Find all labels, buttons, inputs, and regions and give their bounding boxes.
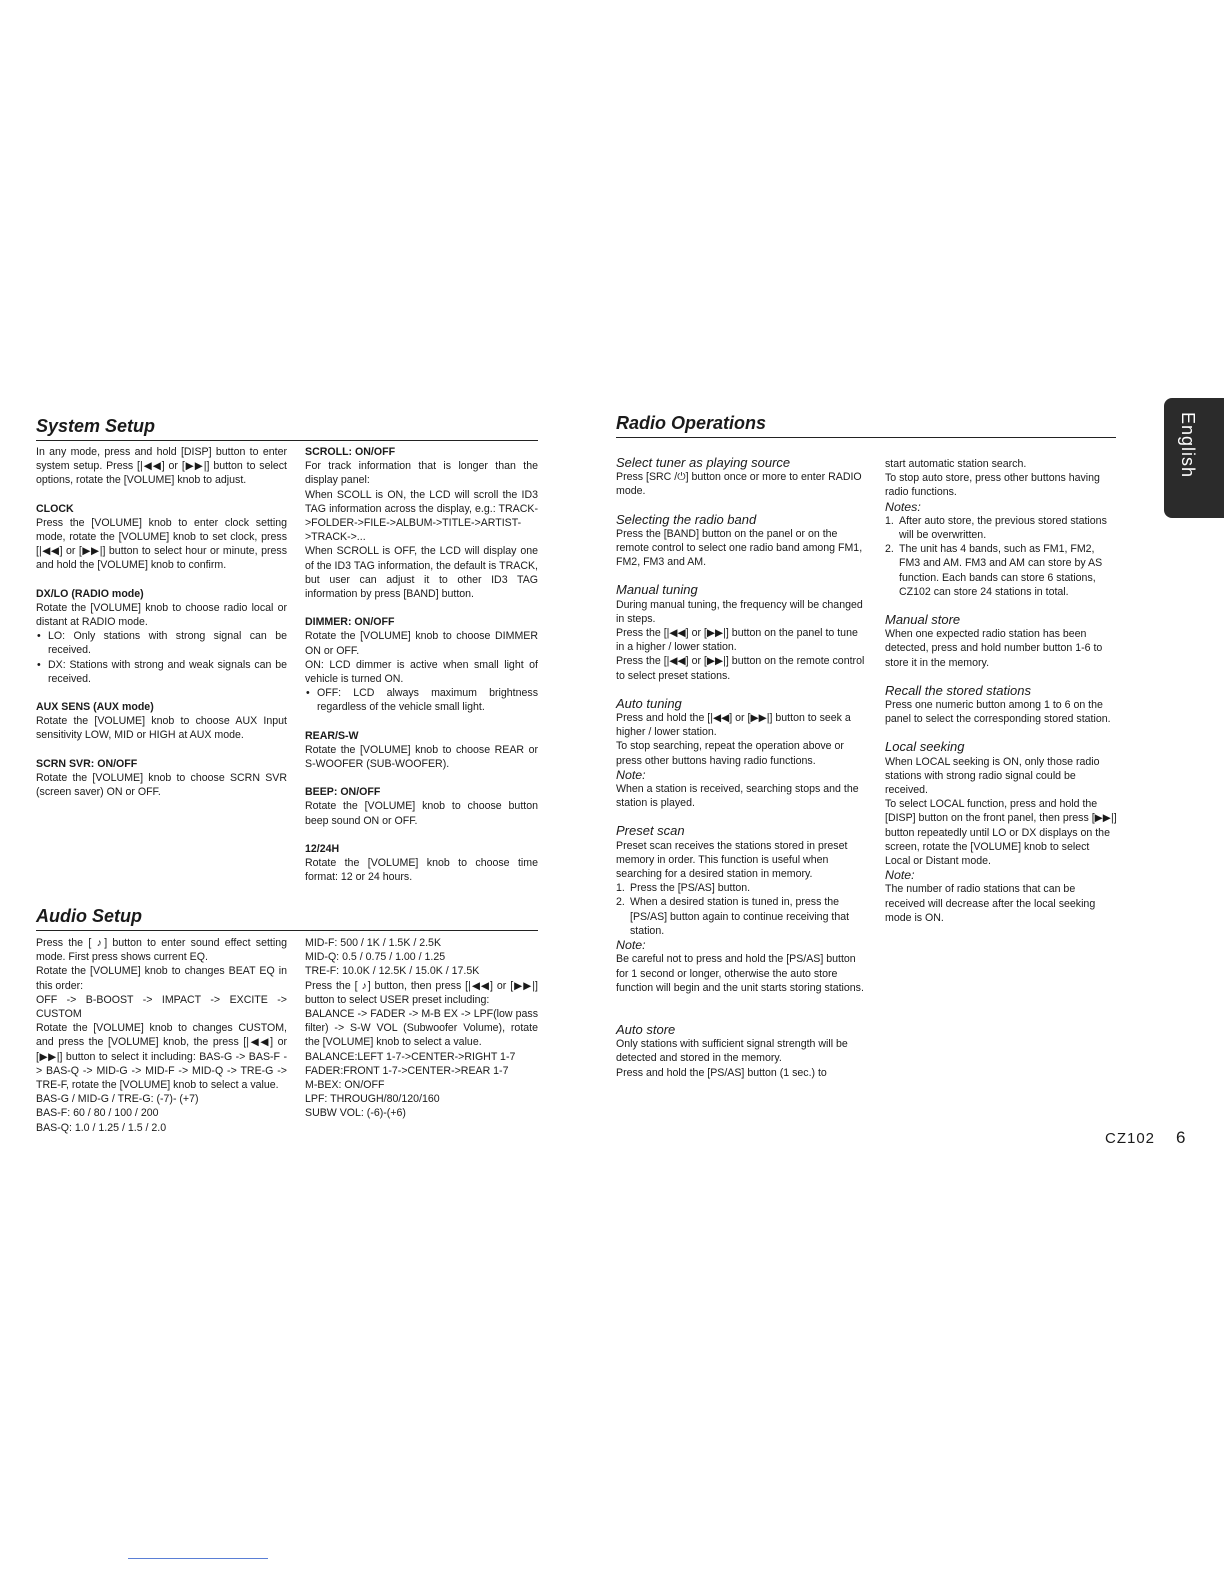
system-setup-col2 <box>305 445 538 884</box>
beep-title: BEEP: ON/OFF <box>305 786 381 799</box>
auto-tuning-text-2: To stop searching, repeat the operation above or press other buttons having radio functions. <box>616 740 844 767</box>
preset-note-label: Note: <box>616 938 646 953</box>
rear-title: REAR/S-W <box>305 729 359 742</box>
audio-line: TRE-F: 10.0K / 12.5K / 15.0K / 17.5K <box>305 965 480 978</box>
audio-line: MID-F: 500 / 1K / 1.5K / 2.5K <box>305 937 442 949</box>
audio-setup-col2 <box>305 936 538 1121</box>
audio-line: FADER:FRONT 1-7->CENTER->REAR 1-7 <box>305 1064 509 1077</box>
audio-line: BAS-F: 60 / 80 / 100 / 200 <box>36 1107 159 1120</box>
scrn-text: Rotate the [VOLUME] knob to choose SCRN SVR (screen saver) ON or OFF. <box>36 771 287 799</box>
radio-operations-title: Radio Operations <box>616 413 1116 438</box>
manual-tuning-text-1: During manual tuning, the frequency will be changed in steps. <box>616 598 863 625</box>
scrn-title: SCRN SVR: ON/OFF <box>36 757 138 770</box>
model-label: CZ102 <box>1105 1130 1156 1147</box>
dxlo-item-dx: • DX: Stations with strong and weak signals can be received. <box>48 658 287 686</box>
auto-tuning-text-1: Press and hold the [|◀◀] or [▶▶|] button to seek a higher / lower station. <box>616 712 851 739</box>
audio-line: BAS-G / MID-G / TRE-G: (-7)- (+7) <box>36 1093 199 1106</box>
system-setup-col1 <box>36 445 287 799</box>
auto-tuning-note-label: Note: <box>616 767 646 782</box>
auto-store-cont: start automatic station search. <box>885 458 1027 470</box>
band-text: Press the [BAND] button on the panel or on the remote control to select one radio band among FM1, FM2, FM3 and AM. <box>616 527 863 569</box>
dxlo-title: DX/LO (RADIO mode) <box>36 587 144 600</box>
audio-setup-title: Audio Setup <box>36 906 538 931</box>
page-number: 6 <box>1176 1128 1186 1147</box>
dxlo-text: Rotate the [VOLUME] knob to choose radio local or distant at RADIO mode. <box>36 601 287 629</box>
audio-line: Press the [ ♪] button to enter sound effect setting mode. First press shows current EQ. <box>36 937 287 964</box>
dimmer-text: Rotate the [VOLUME] knob to choose DIMMER ON or OFF. <box>305 630 538 657</box>
audio-line: MID-Q: 0.5 / 0.75 / 1.00 / 1.25 <box>305 951 446 964</box>
manual-store-text: When one expected radio station has been detected, press and hold number button 1-6 to store it in the memory. <box>885 628 1103 669</box>
local-seeking-text-1: When LOCAL seeking is ON, only those radio stations with strong radio signal could be received. <box>885 755 1100 797</box>
select-tuner-title: Select tuner as playing source <box>616 455 791 470</box>
auto-store-text-1: Only stations with sufficient signal strength will be detected and stored in the memory. <box>616 1038 848 1065</box>
auto-tuning-note: When a station is received, searching stops and the station is played. <box>616 783 859 810</box>
scroll-title: SCROLL: ON/OFF <box>305 446 396 458</box>
preset-note: Be careful not to press and hold the [PS/AS] button for 1 second or longer, otherwise the auto store function will begin and the unit starts storing stations. <box>616 953 864 994</box>
manual-tuning-text-3: Press the [|◀◀] or [▶▶|] button on the remote control to select preset stations. <box>616 655 865 682</box>
recall-title: Recall the stored stations <box>885 682 1031 698</box>
audio-line: OFF -> B-BOOST -> IMPACT -> EXCITE -> CUSTOM <box>36 993 287 1021</box>
scroll-text-1: For track information that is longer than the display panel: <box>305 460 538 487</box>
select-tuner-text: Press [SRC /⏻] button once or more to enter RADIO mode. <box>616 471 862 498</box>
beep-text: Rotate the [VOLUME] knob to choose button beep sound ON or OFF. <box>305 800 538 827</box>
scroll-text-2: When SCOLL is ON, the LCD will scroll the ID3 TAG information across the display, e.g.: TRACK->FOLDER->FILE->ALBUM->TITLE->ARTIST->TRACK->... <box>305 488 538 544</box>
notes-label: Notes: <box>885 499 921 514</box>
audio-line: Rotate the [VOLUME] knob to changes CUSTOM, and press the [VOLUME] knob, the press [|◀◀] or [▶▶|] button to select it including: BAS-G -> BAS-F -> BAS-Q -> MID-G -> MID-F -> MID-Q -> TRE-G -> TRE-F, rotate the [VOLUME] knob to select a value. <box>36 1022 287 1092</box>
audio-setup-col1 <box>36 936 287 1135</box>
audio-line: LPF: THROUGH/80/120/160 <box>305 1093 440 1106</box>
h12-text: Rotate the [VOLUME] knob to choose time format: 12 or 24 hours. <box>305 857 538 884</box>
auto-tuning-title: Auto tuning <box>616 695 682 711</box>
preset-step: 2. When a desired station is tuned in, press the [PS/AS] button again to continue receiving that station. <box>616 896 850 937</box>
audio-line: BALANCE:LEFT 1-7->CENTER->RIGHT 1-7 <box>305 1050 516 1063</box>
dimmer-title: DIMMER: ON/OFF <box>305 616 395 629</box>
manual-tuning-text-2: Press the [|◀◀] or [▶▶|] button on the panel to tune in a higher / lower station. <box>616 627 858 654</box>
dimmer-off: • OFF: LCD always maximum brightness regardless of the vehicle small light. <box>317 686 538 714</box>
auto-store-title: Auto store <box>616 1021 676 1037</box>
manual-store-title: Manual store <box>885 612 961 628</box>
clock-title: CLOCK <box>36 502 74 515</box>
divider-line <box>128 1558 268 1559</box>
clock-text: Press the [VOLUME] knob to enter clock setting mode, rotate the [VOLUME] knob to set clock, press [|◀◀] or [▶▶|] button to select hour or minute, press and hold the [VOLUME] knob to confirm. <box>36 516 287 572</box>
system-setup-title: System Setup <box>36 416 538 441</box>
audio-line: SUBW VOL: (-6)-(+6) <box>305 1107 406 1120</box>
radio-col1 <box>616 456 868 1080</box>
audio-line: BAS-Q: 1.0 / 1.25 / 1.5 / 2.0 <box>36 1121 167 1134</box>
preset-scan-title: Preset scan <box>616 823 685 839</box>
dimmer-on: ON: LCD dimmer is active when small light of vehicle is turned ON. <box>305 658 538 686</box>
band-title: Selecting the radio band <box>616 511 757 527</box>
note-item: 1. After auto store, the previous stored stations will be overwritten. <box>885 514 1107 542</box>
local-seeking-title: Local seeking <box>885 739 965 755</box>
system-intro: In any mode, press and hold [DISP] button to enter system setup. Press [|◀◀] or [▶▶|] button to select options, rotate the [VOLUME] knob to adjust. <box>36 446 287 487</box>
h12-title: 12/24H <box>305 842 340 855</box>
auto-store-text-2: Press and hold the [PS/AS] button (1 sec.) to <box>616 1066 827 1079</box>
local-note: The number of radio stations that can be received will decrease after the local seeking mode is ON. <box>885 883 1096 924</box>
preset-step: 1. Press the [PS/AS] button. <box>616 882 751 895</box>
preset-scan-text: Preset scan receives the stations stored in preset memory in order. This function is useful when searching for a desired station in memory. <box>616 839 848 881</box>
aux-text: Rotate the [VOLUME] knob to choose AUX Input sensitivity LOW, MID or HIGH at AUX mode. <box>36 715 287 742</box>
language-tab <box>1164 398 1224 518</box>
recall-text: Press one numeric button among 1 to 6 on the panel to select the corresponding stored station. <box>885 699 1111 726</box>
auto-store-stop: To stop auto store, press other buttons having radio functions. <box>885 472 1100 499</box>
note-item: 2. The unit has 4 bands, such as FM1, FM2, FM3 and AM. FM3 and AM can store by AS function. Each bands can store 6 stations, CZ102 can store 24 stations in total. <box>885 543 1103 598</box>
local-note-label: Note: <box>885 868 915 883</box>
manual-tuning-title: Manual tuning <box>616 582 698 598</box>
audio-line: Rotate the [VOLUME] knob to changes BEAT EQ in this order: <box>36 965 287 992</box>
local-seeking-text-2: To select LOCAL function, press and hold the [DISP] button on the front panel, then press [▶▶|] button repeatedly until LO or DX displays on the screen, rotate the [VOLUME] knob to select Local or Distant mode. <box>885 798 1117 868</box>
scroll-text-3: When SCROLL is OFF, the LCD will display one of the ID3 TAG information, the default is TRACK, but user can adjust it to other ID3 TAG information by press [BAND] button. <box>305 545 538 601</box>
radio-col2 <box>885 457 1117 925</box>
rear-text: Rotate the [VOLUME] knob to choose REAR or S-WOOFER (SUB-WOOFER). <box>305 743 538 771</box>
audio-line: Press the [ ♪] button, then press [|◀◀] or [▶▶|] button to select USER preset including: <box>305 979 538 1006</box>
aux-title: AUX SENS (AUX mode) <box>36 701 154 714</box>
dxlo-item-lo: • LO: Only stations with strong signal can be received. <box>48 629 287 657</box>
audio-line: M-BEX: ON/OFF <box>305 1079 385 1092</box>
audio-line: BALANCE -> FADER -> M-B EX -> LPF(low pass filter) -> S-W VOL (Subwoofer Volume), rotate the [VOLUME] knob to select a value. <box>305 1008 538 1049</box>
language-tab-label: English <box>1178 412 1198 479</box>
